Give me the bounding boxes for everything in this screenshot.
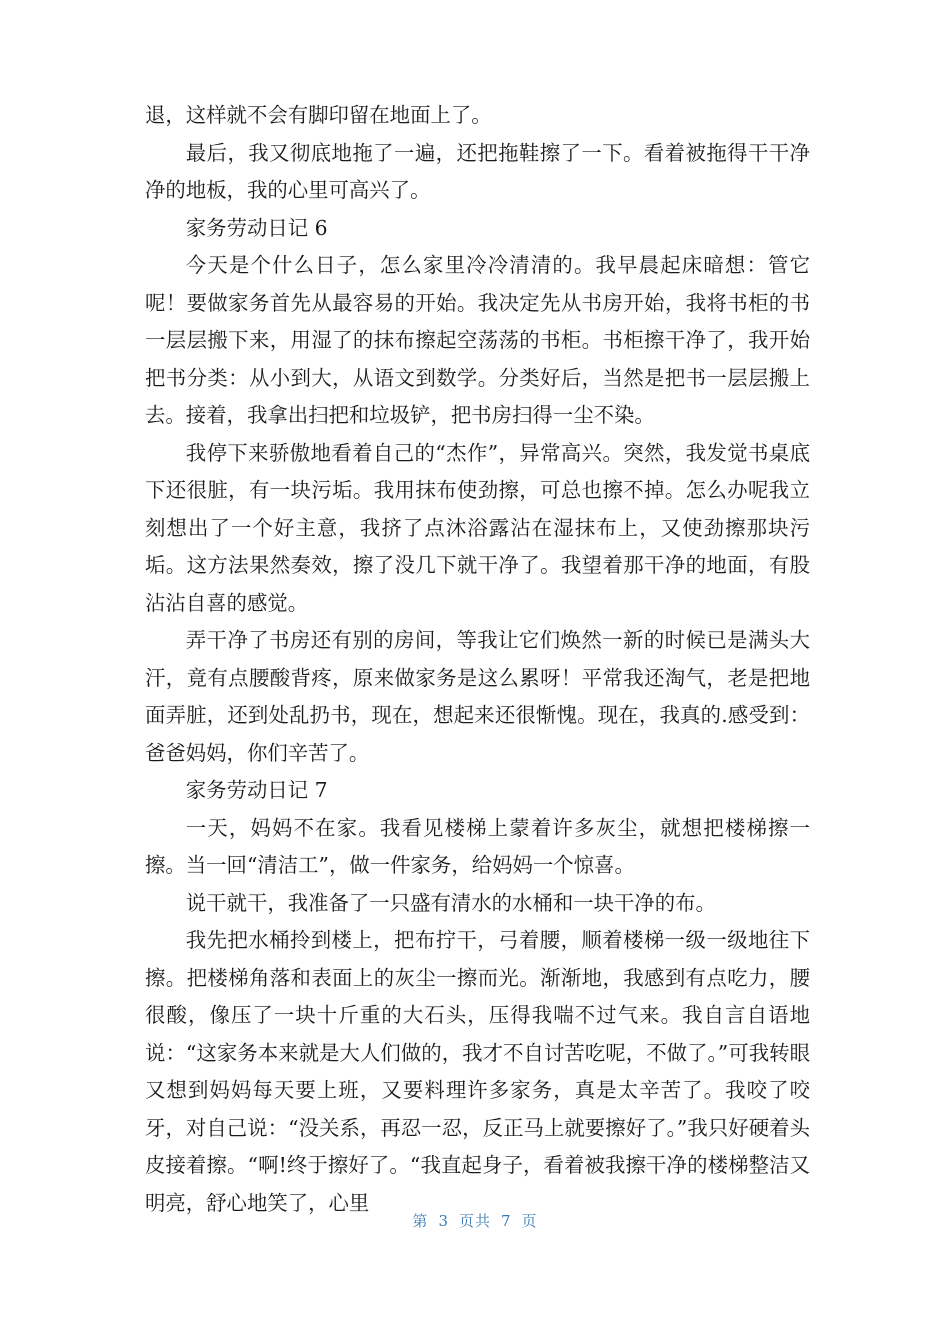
paragraph: 今天是个什么日子，怎么家里冷冷清清的。我早晨起床暗想：管它呢！要做家务首先从最容易的开始。我决定先从书房开始，我将书柜的书一层层搬下来，用湿了的抹布擦起空荡荡的书柜。书柜擦干净了，我开始把书分类：从小到大，从语文到数学。分类好后，当然是把书一层层搬上去。接着，我拿出扫把和垃圾铲，把书房扫得一尘不染。 bbox=[145, 253, 810, 427]
paragraph: 一天，妈妈不在家。我看见楼梯上蒙着许多灰尘，就想把楼梯擦一擦。当一回“清洁工”，做一件家务，给妈妈一个惊喜。 bbox=[145, 815, 810, 877]
paragraph: 说干就干，我准备了一只盛有清水的水桶和一块干净的布。 bbox=[185, 890, 716, 915]
footer-prefix: 第 bbox=[412, 1212, 429, 1230]
footer-middle: 页共 bbox=[458, 1212, 491, 1230]
document-body bbox=[145, 97, 810, 1222]
footer-suffix: 页 bbox=[521, 1212, 538, 1230]
paragraph: 弄干净了书房还有别的房间，等我让它们焕然一新的时候已是满头大汗，竟有点腰酸背疼，原来做家务是这么累呀！平常我还淘气，老是把地面弄脏，还到处乱扔书，现在，想起来还很惭愧。现在，我真的.感受到：爸爸妈妈，你们辛苦了。 bbox=[145, 628, 810, 765]
paragraph: 我停下来骄傲地看着自己的“杰作”，异常高兴。突然，我发觉书桌底下还很脏，有一块污垢。我用抹布使劲擦，可总也擦不掉。怎么办呢我立刻想出了一个好主意，我挤了点沐浴露沾在湿抹布上，又使劲擦那块污垢。这方法果然奏效，擦了没几下就干净了。我望着那干净的地面，有股沾沾自喜的感觉。 bbox=[145, 440, 810, 615]
section-heading: 家务劳动日记 7 bbox=[185, 778, 328, 802]
page-footer bbox=[0, 1210, 950, 1231]
footer-total-pages: 7 bbox=[501, 1212, 512, 1230]
paragraph: 最后，我又彻底地拖了一遍，还把拖鞋擦了一下。看着被拖得干干净净的地板，我的心里可高兴了。 bbox=[145, 140, 810, 202]
footer-page-number: 3 bbox=[438, 1212, 449, 1230]
paragraph: 我先把水桶拎到楼上，把布拧干，弓着腰，顺着楼梯一级一级地往下擦。把楼梯角落和表面上的灰尘一擦而光。渐渐地，我感到有点吃力，腰很酸，像压了一块十斤重的大石头，压得我喘不过气来。我自言自语地说：“这家务本来就是大人们做的，我才不自讨苦吃呢，不做了。”可我转眼又想到妈妈每天要上班，又要料理许多家务，真是太辛苦了。我咬了咬牙，对自己说：“没关系，再忍一忍，反正马上就要擦好了。”我只好硬着头皮接着擦。“啊!终于擦好了。“我直起身子，看着被我擦干净的楼梯整洁又明亮，舒心地笑了，心里 bbox=[145, 928, 810, 1215]
section-heading: 家务劳动日记 6 bbox=[185, 215, 328, 240]
paragraph-continuation: 退，这样就不会有脚印留在地面上了。 bbox=[145, 103, 492, 127]
